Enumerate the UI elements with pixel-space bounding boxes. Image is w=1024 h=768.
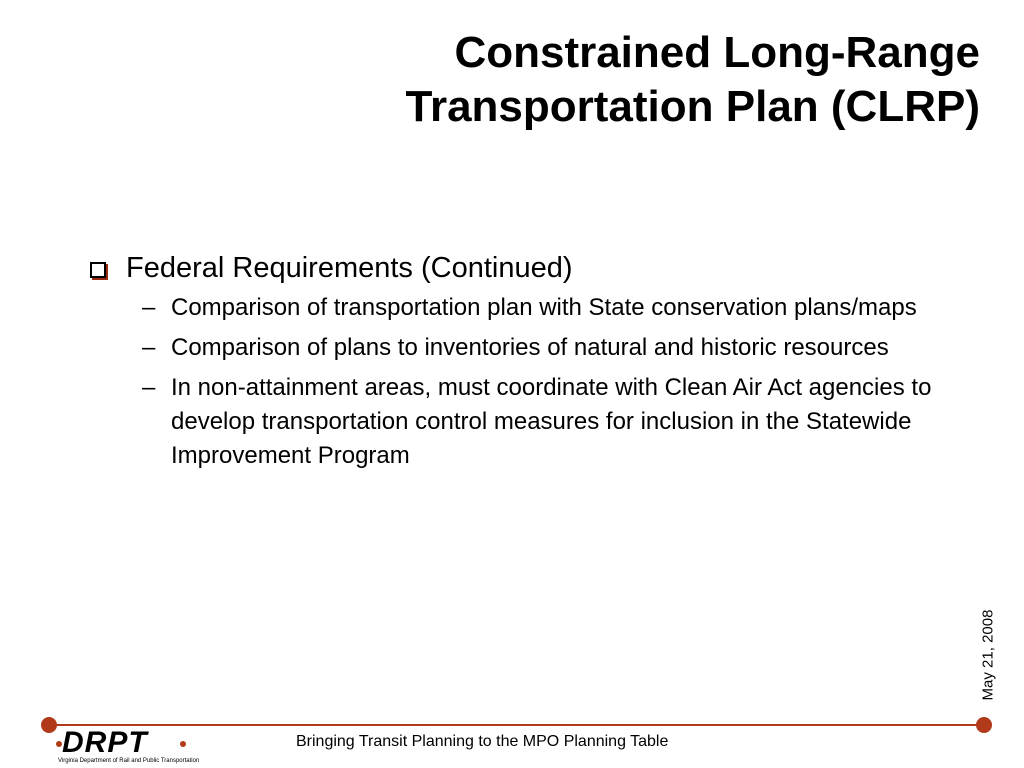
sub-bullet-text: Comparison of plans to inventories of natural and historic resources: [171, 334, 889, 361]
dash-marker: –: [142, 374, 156, 401]
slide-content: [90, 250, 950, 479]
footer-divider: [48, 724, 984, 726]
square-bullet-icon: [90, 262, 106, 278]
slide-title: [200, 26, 980, 134]
bullet-item: [90, 250, 950, 286]
sub-bullet-list: [132, 291, 950, 473]
sub-bullet-text: Comparison of transportation plan with State conservation plans/maps: [171, 294, 917, 321]
logo-subtitle: Virginia Department of Rail and Public Transportation: [58, 758, 200, 764]
dash-marker: –: [142, 334, 156, 361]
sub-bullet-item: [132, 371, 950, 473]
sub-bullet-item: [132, 291, 950, 325]
footer-left-dot: [41, 717, 57, 733]
dash-marker: –: [142, 294, 156, 321]
sub-bullet-item: [132, 331, 950, 365]
slide-date: May 21, 2008: [979, 609, 997, 701]
bullet-text: Federal Requirements (Continued): [126, 252, 573, 284]
sub-bullet-text: In non-attainment areas, must coordinate with Clean Air Act agencies to develop transportation control measures for inclusion in the Statewide Improvement Program: [171, 374, 932, 469]
footer-text: Bringing Transit Planning to the MPO Planning Table: [296, 733, 669, 750]
title-line-2: Transportation Plan (CLRP): [405, 82, 980, 131]
title-line-1: Constrained Long-Range: [454, 28, 980, 77]
logo-text: DRPT: [62, 726, 148, 759]
logo-dot-right: [180, 741, 186, 747]
drpt-logo: [56, 726, 200, 768]
footer-right-dot: [976, 717, 992, 733]
